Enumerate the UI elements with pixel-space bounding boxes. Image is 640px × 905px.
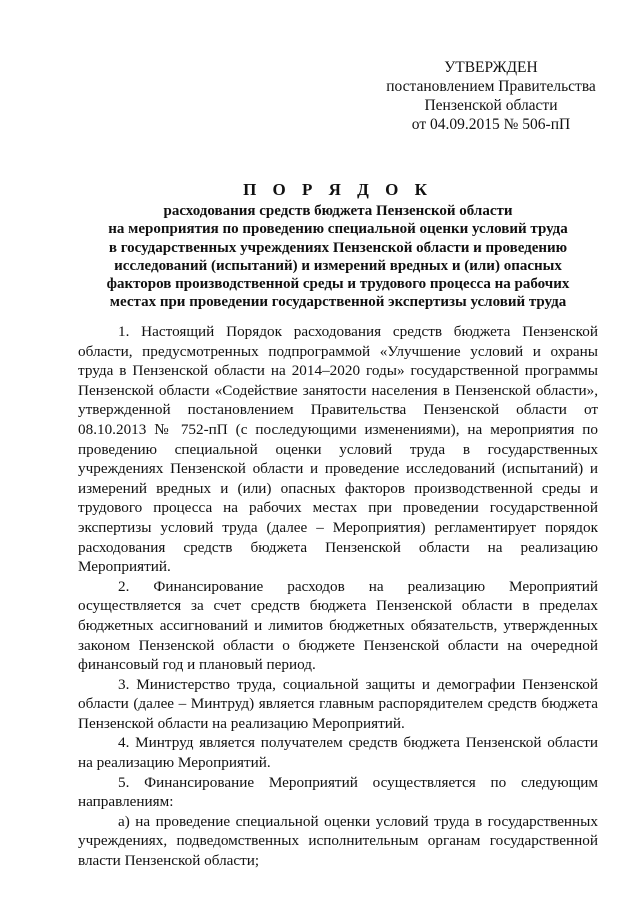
paragraph-2: 2. Финансирование расходов на реализацию Мероприятий осуществляется за счет средств бюджета Пензенской области в пределах бюджетных ассигнований и лимитов бюджетных обязательств, утвержденных законом Пензенской области о бюджете Пензенской области на очередной финансовый год и плановый период. [78,577,598,674]
approval-by: постановлением Правительства [386,78,596,95]
paragraph-5a: а) на проведение специальной оценки условий труда в государственных учреждениях, подведомственных исполнительным органам государственной власти Пензенской области; [78,812,598,870]
approval-region: Пензенской области [424,97,558,114]
title-line: местах при проведении государственной экспертизы условий труда [109,294,567,311]
document-body [78,322,598,871]
approval-date-number: от 04.09.2015 № 506-пП [411,116,571,133]
paragraph-5: 5. Финансирование Мероприятий осуществляется по следующим направлениям: [78,773,598,811]
title-line: в государственных учреждениях Пензенской области и проведению [108,239,568,256]
title-heading: П О Р Я Д О К [243,180,433,199]
title-line: исследований (испытаний) и измерений вредных и (или) опасных [114,257,562,274]
paragraph-4: 4. Минтруд является получателем средств бюджета Пензенской области на реализацию Мероприятий. [78,734,598,772]
approval-stamp [385,58,597,134]
document-title [78,178,598,312]
title-line: расходования средств бюджета Пензенской области [163,203,513,219]
title-line: факторов производственной среды и трудового процесса на рабочих [106,276,570,293]
approval-title: УТВЕРЖДЕН [444,59,538,76]
paragraph-3: 3. Министерство труда, социальной защиты и демографии Пензенской области (далее – Минтруд) является главным распорядителем средств бюджета Пензенской области на реализацию Мероприятий. [78,675,598,732]
paragraph-1: 1. Настоящий Порядок расходования средств бюджета Пензенской области, предусмотренных подпрограммой «Улучшение условий и охраны труда в Пензенской области на 2014–2020 годы» государственной программы Пензенской области «Содействие занятости населения в Пензенской области», утвержденной постановлением Правительства Пензенской области от 08.10.2013 № 752-пП (с последующими изменениями), на мероприятия по проведению специальной оценки условий труда в государственных учреждениях Пензенской области и проведение исследований (испытаний) и измерений вредных и (или) опасных факторов производственной среды и трудового процесса на рабочих местах при проведении государственной экспертизы условий труда (далее – Мероприятия) регламентирует порядок расходования средств бюджета Пензенской области на реализацию Мероприятий. [78,323,598,576]
title-line: на мероприятия по проведению специальной оценки условий труда [108,221,568,238]
